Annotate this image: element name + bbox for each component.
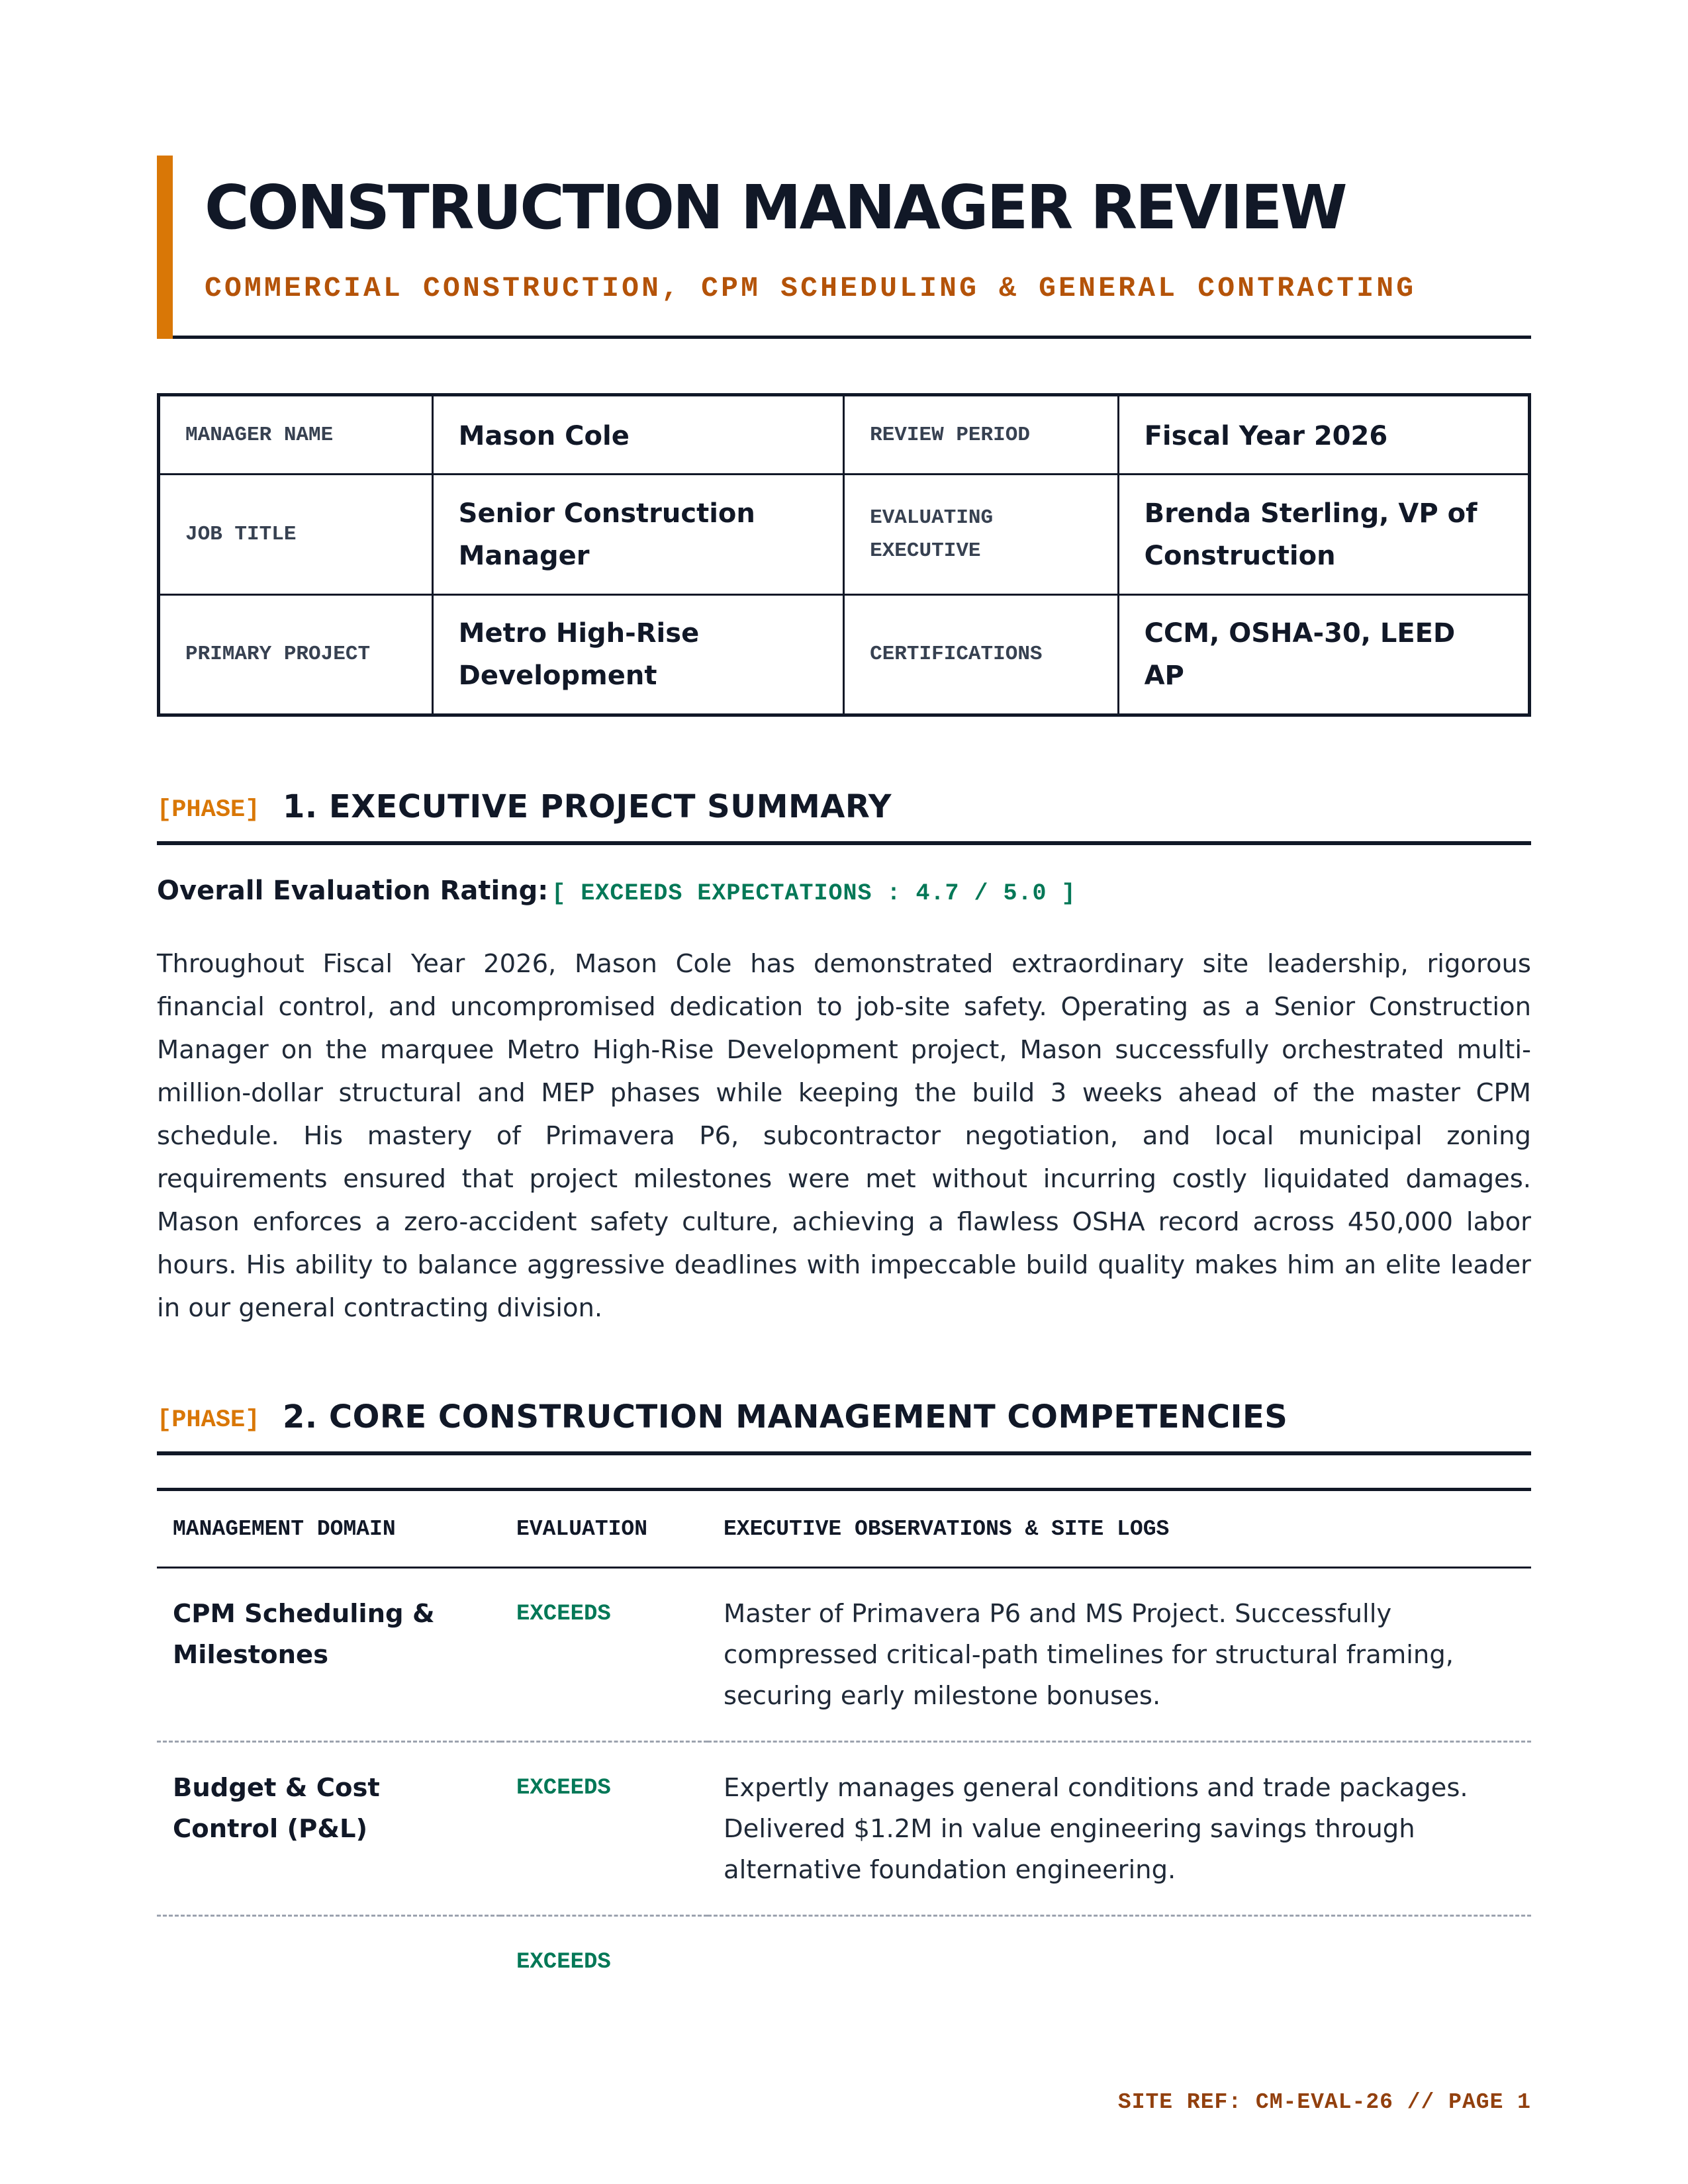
section-heading-summary bbox=[157, 784, 1531, 845]
section-title: 2. CORE CONSTRUCTION MANAGEMENT COMPETENCIES bbox=[283, 1398, 1288, 1435]
phase-tag: [PHASE] bbox=[157, 796, 260, 824]
job-title-value: Senior Construction Manager bbox=[432, 475, 843, 595]
table-row bbox=[157, 1916, 1531, 2090]
manager-name-value: Mason Cole bbox=[432, 395, 843, 475]
domain-cell: CPM Scheduling & Milestones bbox=[157, 1568, 500, 1742]
info-row bbox=[159, 595, 1530, 715]
document-page bbox=[157, 0, 1531, 2184]
executive-summary-text: Throughout Fiscal Year 2026, Mason Cole has demonstrated extraordinary site leadership, rigorous financial control, and uncompromised dedication to job-site safety. Operating as a Senior Construction Manager on the marquee Metro High-Rise Development project, Mason successfully orchestrated multi-million-dollar structural and MEP phases while keeping the build 3 weeks ahead of the master CPM schedule. His mastery of Primavera P6, subcontractor negotiation, and local municipal zoning requirements ensured that project milestones were met without incurring costly liquidated damages. Mason enforces a zero-accident safety culture, achieving a flawless OSHA record across 450,000 labor hours. His ability to balance aggressive deadlines with impeccable build quality makes him an elite leader in our general contracting division. bbox=[157, 949, 1531, 1323]
header-accent-bar bbox=[157, 156, 173, 339]
phase-tag: [PHASE] bbox=[157, 1406, 260, 1434]
job-title-label: JOB TITLE bbox=[159, 475, 433, 595]
info-row bbox=[159, 475, 1530, 595]
primary-project-value: Metro High-Rise Development bbox=[432, 595, 843, 715]
info-row bbox=[159, 395, 1530, 475]
manager-name-label: MANAGER NAME bbox=[159, 395, 433, 475]
document-subtitle: COMMERCIAL CONSTRUCTION, CPM SCHEDULING & GENERAL CONTRACTING bbox=[205, 272, 1417, 304]
table-row bbox=[157, 1742, 1531, 1916]
certifications-label: CERTIFICATIONS bbox=[844, 595, 1119, 715]
section-title: 1. EXECUTIVE PROJECT SUMMARY bbox=[283, 788, 892, 825]
domain-cell bbox=[157, 1916, 500, 2090]
document-title: CONSTRUCTION MANAGER REVIEW bbox=[205, 172, 1346, 243]
rating-value: [ EXCEEDS EXPECTATIONS : 4.7 / 5.0 ] bbox=[551, 880, 1076, 907]
competencies-table bbox=[157, 1488, 1531, 2090]
observations-cell bbox=[708, 1916, 1531, 2090]
observations-cell: Master of Primavera P6 and MS Project. Successfully compressed critical-path timelines for structural framing, securing early milestone bonuses. bbox=[708, 1568, 1531, 1742]
observations-cell: Expertly manages general conditions and trade packages. Delivered $1.2M in value engineering savings through alternative foundation engineering. bbox=[708, 1742, 1531, 1916]
overall-rating bbox=[157, 876, 1076, 907]
page-footer-ref: SITE REF: CM-EVAL-26 // PAGE 1 bbox=[1117, 2090, 1531, 2115]
evaluating-executive-value: Brenda Sterling, VP of Construction bbox=[1118, 475, 1529, 595]
rating-label: Overall Evaluation Rating: bbox=[157, 876, 549, 906]
column-header-observations: EXECUTIVE OBSERVATIONS & SITE LOGS bbox=[708, 1490, 1531, 1568]
evaluation-cell: EXCEEDS bbox=[500, 1568, 708, 1742]
table-row bbox=[157, 1568, 1531, 1742]
document-header bbox=[157, 156, 1531, 339]
employee-info-table bbox=[157, 393, 1531, 717]
review-period-value: Fiscal Year 2026 bbox=[1118, 395, 1529, 475]
evaluation-cell: EXCEEDS bbox=[500, 1742, 708, 1916]
review-period-label: REVIEW PERIOD bbox=[844, 395, 1119, 475]
certifications-value: CCM, OSHA-30, LEED AP bbox=[1118, 595, 1529, 715]
table-header-row bbox=[157, 1490, 1531, 1568]
primary-project-label: PRIMARY PROJECT bbox=[159, 595, 433, 715]
domain-cell: Budget & Cost Control (P&L) bbox=[157, 1742, 500, 1916]
section-heading-competencies bbox=[157, 1394, 1531, 1455]
column-header-domain: MANAGEMENT DOMAIN bbox=[157, 1490, 500, 1568]
column-header-evaluation: EVALUATION bbox=[500, 1490, 708, 1568]
evaluation-cell: EXCEEDS bbox=[516, 1950, 611, 1975]
evaluating-executive-label: EVALUATING EXECUTIVE bbox=[844, 475, 1119, 595]
